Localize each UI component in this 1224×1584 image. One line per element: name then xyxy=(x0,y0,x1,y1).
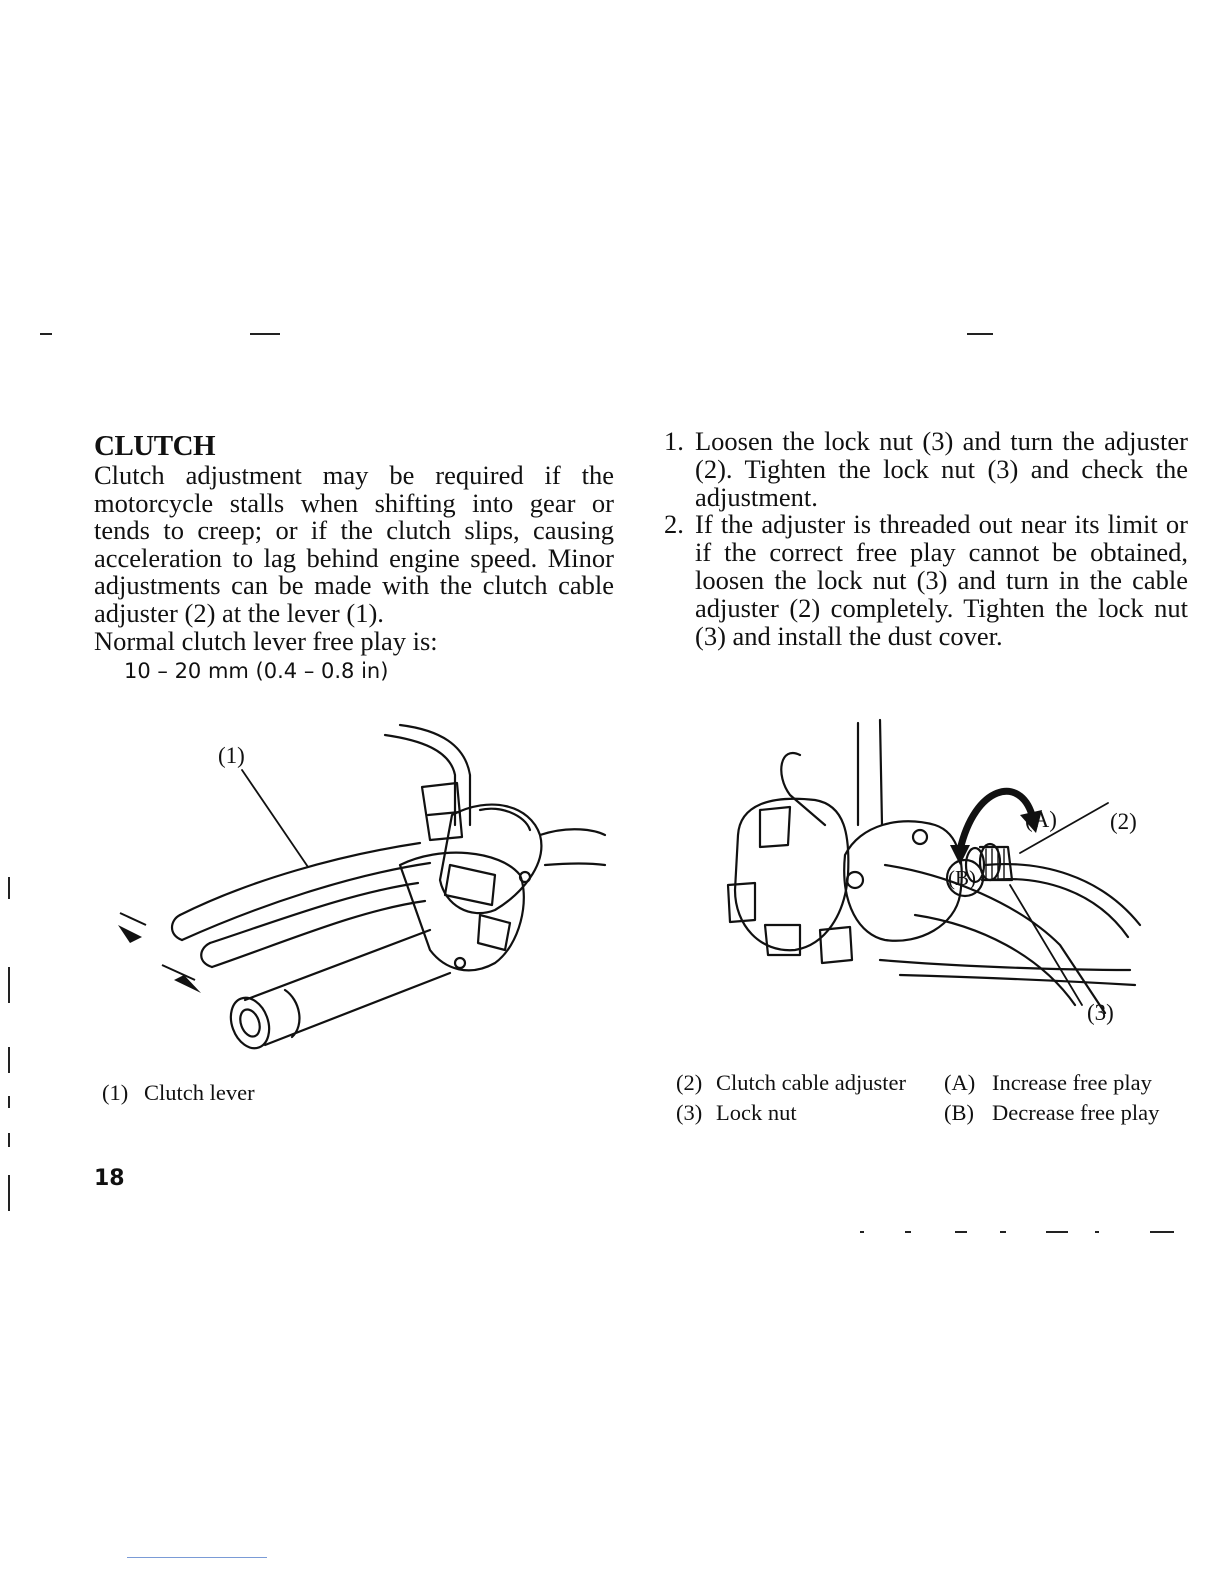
caption-label: Lock nut xyxy=(716,1100,797,1125)
bottom-rule xyxy=(127,1557,267,1558)
caption-key-label: Decrease free play xyxy=(992,1100,1160,1125)
step-text: If the adjuster is threaded out near its limit or if the correct free play cannot be obtained, loosen the lock nut (3) and turn in the cable adjuster (2) completely. Tighten the lock nut (3) and install the dust cover. xyxy=(695,509,1188,651)
bottom-dash-4 xyxy=(1000,1231,1006,1233)
bottom-dash-2 xyxy=(905,1231,911,1233)
spec-label: Normal clutch lever free play is: xyxy=(94,625,438,656)
clutch-lever-figure xyxy=(100,715,620,1070)
caption-key: (B) xyxy=(944,1100,974,1125)
margin-tick-6 xyxy=(8,1175,10,1211)
step-item xyxy=(664,511,1188,650)
margin-tick-5 xyxy=(8,1133,10,1147)
caption-number: (3) xyxy=(676,1100,703,1125)
intro-paragraph: Clutch adjustment may be required if the motorcycle stalls when shifting into gear or tends to creep; or if the clutch slips, causing acceleration to lag behind engine speed. Minor adjustments can be made with the clutch cable adjuster (2) at the lever (1). xyxy=(94,460,614,628)
cable-adjuster-figure xyxy=(720,715,1180,1045)
left-caption xyxy=(102,1078,402,1108)
step-text: Loosen the lock nut (3) and turn the adjuster (2). Tighten the lock nut (3) and check the adjustment. xyxy=(695,426,1188,512)
bottom-dash-7 xyxy=(1150,1231,1174,1233)
bottom-dash-3 xyxy=(955,1231,967,1233)
right-caption xyxy=(676,1068,1196,1130)
caption-label: Clutch cable adjuster xyxy=(716,1070,906,1095)
step-item xyxy=(664,428,1188,511)
callout-three: (3) xyxy=(1087,1000,1114,1025)
spec-value: 10 – 20 mm (0.4 – 0.8 in) xyxy=(124,659,389,684)
top-dash-1 xyxy=(40,333,52,335)
top-dash-2 xyxy=(250,333,280,335)
callout-two: (2) xyxy=(1110,809,1137,834)
bottom-dash-5 xyxy=(1046,1231,1068,1233)
caption-key: (A) xyxy=(944,1070,976,1095)
margin-tick-2 xyxy=(8,967,10,1003)
figure-left-callout: (1) xyxy=(218,743,245,768)
adjustment-steps xyxy=(664,428,1188,650)
margin-tick-4 xyxy=(8,1096,10,1108)
caption-key-label: Increase free play xyxy=(992,1070,1152,1095)
callout-b: (B) xyxy=(948,866,976,890)
clutch-section xyxy=(94,430,614,683)
callout-a: (A) xyxy=(1025,807,1057,832)
caption-number: (1) xyxy=(102,1080,129,1105)
page-number: 18 xyxy=(94,1166,125,1191)
margin-tick-1 xyxy=(8,877,10,899)
bottom-dash-1 xyxy=(860,1231,864,1233)
caption-label: Clutch lever xyxy=(144,1080,255,1105)
bottom-dash-6 xyxy=(1095,1231,1099,1233)
section-heading: CLUTCH xyxy=(94,430,216,462)
step-number: 1. xyxy=(664,426,684,456)
step-number: 2. xyxy=(664,509,684,540)
top-dash-3 xyxy=(967,333,993,335)
margin-tick-3 xyxy=(8,1047,10,1073)
caption-number: (2) xyxy=(676,1070,703,1095)
